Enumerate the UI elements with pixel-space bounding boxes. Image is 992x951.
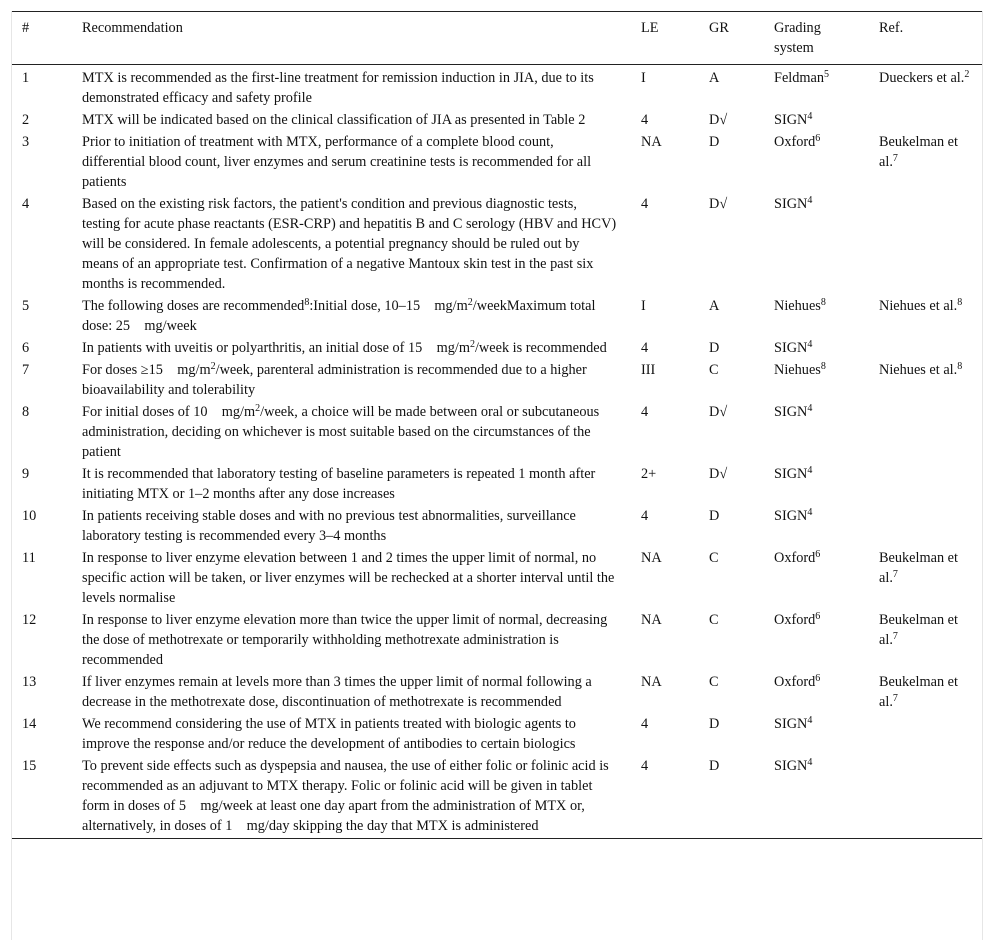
row-number: 15: [22, 758, 37, 774]
grading-system-name: Niehues: [774, 298, 821, 314]
level-of-evidence: NA: [641, 674, 662, 690]
row-number: 5: [22, 298, 30, 314]
grading-system: [764, 337, 869, 359]
grading-system-name: SIGN: [774, 466, 808, 482]
recommendation-segment: Prior to initiation of treatment with MTX, performance of a complete blood count, differential blood count, liver enzymes and serum creatinine tests is recommended for all patients: [82, 134, 592, 190]
grading-system-superscript: 4: [807, 339, 813, 350]
recommendation-segment: /week, a choice will be made between oral or subcutaneous administration, deciding on whichever is most suitable based on the circumstances of the patient: [82, 404, 600, 460]
reference: [869, 359, 982, 401]
reference: [869, 463, 982, 505]
level-of-evidence: 4: [641, 196, 649, 212]
recommendation-text: [72, 463, 631, 505]
row-number: 8: [22, 404, 30, 420]
grading-system-name: SIGN: [774, 404, 808, 420]
grade-of-recommendation: A: [709, 298, 720, 314]
reference: [869, 295, 982, 337]
table-header-row: [12, 12, 982, 65]
grading-system-superscript: 6: [815, 611, 821, 622]
recommendation-segment: MTX is recommended as the first-line treatment for remission induction in JIA, due to its demonstrated efficacy and safety profile: [82, 70, 594, 106]
grade-of-recommendation: D: [709, 716, 720, 732]
table-body: [12, 65, 982, 839]
grading-system: [764, 547, 869, 609]
recommendation-segment: In response to liver enzyme elevation between 1 and 2 times the upper limit of normal, no specific action will be taken, or liver enzymes will be rechecked at a shorter interval until the levels normalise: [82, 550, 615, 606]
header-recommendation: Recommendation: [82, 20, 183, 36]
recommendation-text: [72, 547, 631, 609]
grading-system: [764, 713, 869, 755]
grading-system-superscript: 4: [807, 465, 813, 476]
grade-of-recommendation: A: [709, 70, 720, 86]
grade-of-recommendation: C: [709, 550, 719, 566]
recommendation-superscript: 2: [255, 403, 261, 414]
reference: [869, 109, 982, 131]
table-row: [12, 295, 982, 337]
grading-system: [764, 463, 869, 505]
reference-superscript: 7: [892, 631, 898, 642]
recommendation-text: [72, 109, 631, 131]
grading-system-superscript: 5: [824, 69, 830, 80]
recommendations-table: [12, 11, 982, 839]
grading-system-name: SIGN: [774, 340, 808, 356]
table-row: [12, 671, 982, 713]
grade-of-recommendation: C: [709, 362, 719, 378]
grade-of-recommendation: D: [709, 508, 720, 524]
table-row: [12, 713, 982, 755]
grading-system: [764, 401, 869, 463]
recommendation-text: [72, 359, 631, 401]
recommendation-segment: For doses ≥15 mg/m: [82, 362, 211, 378]
grading-system-name: Feldman: [774, 70, 825, 86]
table-row: [12, 337, 982, 359]
level-of-evidence: I: [641, 298, 646, 314]
recommendation-segment: For initial doses of 10 mg/m: [82, 404, 256, 420]
grading-system: [764, 505, 869, 547]
recommendation-segment: We recommend considering the use of MTX in patients treated with biologic agents to improve the response and/or reduce the development of antibodies to certain biologics: [82, 716, 576, 752]
grading-system: [764, 131, 869, 193]
header-gr: GR: [709, 20, 729, 36]
row-number: 7: [22, 362, 30, 378]
table-row: [12, 401, 982, 463]
reference-superscript: 7: [892, 153, 898, 164]
reference: [869, 131, 982, 193]
recommendation-superscript: 2: [210, 361, 216, 372]
table-row: [12, 463, 982, 505]
level-of-evidence: I: [641, 70, 646, 86]
header-number: #: [22, 20, 30, 36]
recommendation-segment: In patients receiving stable doses and with no previous test abnormalities, surveillance laboratory testing is recommended every 3–4 months: [82, 508, 576, 544]
level-of-evidence: NA: [641, 134, 662, 150]
reference-superscript: 7: [892, 569, 898, 580]
grade-of-recommendation: D√: [709, 196, 728, 212]
grade-of-recommendation: D: [709, 134, 720, 150]
table-row: [12, 547, 982, 609]
grading-system-name: Oxford: [774, 612, 816, 628]
reference-superscript: 2: [964, 69, 970, 80]
grading-system-superscript: 6: [815, 549, 821, 560]
table-row: [12, 609, 982, 671]
grading-system: [764, 609, 869, 671]
reference-superscript: 7: [892, 693, 898, 704]
grading-system: [764, 671, 869, 713]
grade-of-recommendation: C: [709, 612, 719, 628]
grading-system: [764, 193, 869, 295]
table-row: [12, 131, 982, 193]
recommendation-text: [72, 755, 631, 839]
row-number: 6: [22, 340, 30, 356]
recommendation-segment: Based on the existing risk factors, the patient's condition and previous diagnostic tests, testing for acute phase reactants (ESR-CRP) and hepatitis B and C serology (HBV and HCV) will be considered. In female adolescents, a potential pregnancy should be ruled out by means of an appropriate test. Confirmation of a negative Mantoux skin test in the past six months is recommended.: [82, 196, 617, 292]
recommendation-superscript: 8: [304, 297, 310, 308]
grading-system-superscript: 4: [807, 111, 813, 122]
grade-of-recommendation: D: [709, 340, 720, 356]
level-of-evidence: 4: [641, 508, 649, 524]
grading-system-superscript: 8: [820, 361, 826, 372]
table-container: [11, 11, 983, 940]
recommendation-segment: /week, parenteral administration is recommended due to a higher bioavailability and tolerability: [82, 362, 587, 398]
recommendation-segment: In patients with uveitis or polyarthritis, an initial dose of 15 mg/m: [82, 340, 470, 356]
recommendation-text: [72, 193, 631, 295]
reference: [869, 671, 982, 713]
table-row: [12, 505, 982, 547]
grading-system-superscript: 6: [815, 133, 821, 144]
level-of-evidence: 4: [641, 112, 649, 128]
grading-system-name: SIGN: [774, 196, 808, 212]
grading-system: [764, 109, 869, 131]
grading-system-superscript: 4: [807, 715, 813, 726]
header-le: LE: [641, 20, 659, 36]
row-number: 14: [22, 716, 37, 732]
grading-system-name: Niehues: [774, 362, 821, 378]
reference: [869, 713, 982, 755]
reference: [869, 505, 982, 547]
level-of-evidence: NA: [641, 612, 662, 628]
reference: [869, 547, 982, 609]
recommendation-text: [72, 295, 631, 337]
grade-of-recommendation: D√: [709, 466, 728, 482]
grade-of-recommendation: C: [709, 674, 719, 690]
grading-system: [764, 359, 869, 401]
reference-text: Niehues et al.: [879, 298, 958, 314]
row-number: 11: [22, 550, 36, 566]
grading-system-name: Oxford: [774, 674, 816, 690]
reference-text: Dueckers et al.: [879, 70, 965, 86]
row-number: 2: [22, 112, 30, 128]
row-number: 10: [22, 508, 37, 524]
recommendation-superscript: 2: [469, 339, 475, 350]
table-row: [12, 65, 982, 110]
grading-system: [764, 755, 869, 839]
grading-system: [764, 295, 869, 337]
table-row: [12, 193, 982, 295]
reference: [869, 401, 982, 463]
grade-of-recommendation: D: [709, 758, 720, 774]
recommendation-segment: /weekMaximum total dose: 25 mg/week: [82, 298, 596, 334]
level-of-evidence: NA: [641, 550, 662, 566]
grading-system-superscript: 4: [807, 757, 813, 768]
grading-system: [764, 65, 869, 110]
reference-text: Beukelman et al.: [879, 134, 959, 170]
recommendation-text: [72, 671, 631, 713]
recommendation-text: [72, 337, 631, 359]
row-number: 3: [22, 134, 30, 150]
reference-text: Beukelman et al.: [879, 550, 959, 586]
header-grading-system: Grading system: [774, 20, 821, 56]
recommendation-text: [72, 65, 631, 110]
recommendation-segment: If liver enzymes remain at levels more than 3 times the upper limit of normal following a decrease in the methotrexate dose, discontinuation of methotrexate is recommended: [82, 674, 592, 710]
recommendation-segment: In response to liver enzyme elevation more than twice the upper limit of normal, decreasing the dose of methotrexate or temporarily withholding methotrexate administration is recommended: [82, 612, 608, 668]
recommendation-segment: To prevent side effects such as dyspepsia and nausea, the use of either folic or folinic acid is recommended as an adjuvant to MTX therapy. Folic or folinic acid will be given in tablet form in doses of 5 mg/week at least one day apart from the administration of MTX or, alternatively, in doses of 1 mg/day skipping the day that MTX is administered: [82, 758, 609, 834]
grading-system-superscript: 6: [815, 673, 821, 684]
row-number: 9: [22, 466, 30, 482]
grading-system-name: SIGN: [774, 716, 808, 732]
row-number: 12: [22, 612, 37, 628]
reference-text: Beukelman et al.: [879, 674, 959, 710]
grading-system-name: Oxford: [774, 550, 816, 566]
reference-text: Niehues et al.: [879, 362, 958, 378]
grading-system-superscript: 4: [807, 403, 813, 414]
grading-system-superscript: 8: [820, 297, 826, 308]
recommendation-segment: The following doses are recommended: [82, 298, 305, 314]
reference-superscript: 8: [957, 361, 963, 372]
reference: [869, 337, 982, 359]
level-of-evidence: 4: [641, 404, 649, 420]
recommendation-text: [72, 401, 631, 463]
row-number: 1: [22, 70, 30, 86]
recommendation-segment: :Initial dose, 10–15 mg/m: [309, 298, 468, 314]
recommendation-segment: /week is recommended: [474, 340, 607, 356]
recommendation-text: [72, 609, 631, 671]
header-ref: Ref.: [879, 20, 904, 36]
row-number: 13: [22, 674, 37, 690]
reference: [869, 193, 982, 295]
grading-system-superscript: 4: [807, 507, 813, 518]
recommendation-segment: MTX will be indicated based on the clinical classification of JIA as presented in Table 2: [82, 112, 586, 128]
reference-superscript: 8: [957, 297, 963, 308]
table-row: [12, 359, 982, 401]
table-row: [12, 109, 982, 131]
grading-system-name: SIGN: [774, 508, 808, 524]
row-number: 4: [22, 196, 30, 212]
grade-of-recommendation: D√: [709, 112, 728, 128]
grading-system-superscript: 4: [807, 195, 813, 206]
recommendation-text: [72, 131, 631, 193]
recommendation-text: [72, 713, 631, 755]
reference: [869, 609, 982, 671]
level-of-evidence: 4: [641, 758, 649, 774]
table-row: [12, 755, 982, 839]
grading-system-name: Oxford: [774, 134, 816, 150]
reference-text: Beukelman et al.: [879, 612, 959, 648]
level-of-evidence: III: [641, 362, 656, 378]
grade-of-recommendation: D√: [709, 404, 728, 420]
reference: [869, 65, 982, 110]
grading-system-name: SIGN: [774, 112, 808, 128]
grading-system-name: SIGN: [774, 758, 808, 774]
level-of-evidence: 2+: [641, 466, 657, 482]
recommendation-superscript: 2: [467, 297, 473, 308]
recommendation-segment: It is recommended that laboratory testing of baseline parameters is repeated 1 month after initiating MTX or 1–2 months after any dose increases: [82, 466, 596, 502]
recommendation-text: [72, 505, 631, 547]
level-of-evidence: 4: [641, 716, 649, 732]
reference: [869, 755, 982, 839]
level-of-evidence: 4: [641, 340, 649, 356]
